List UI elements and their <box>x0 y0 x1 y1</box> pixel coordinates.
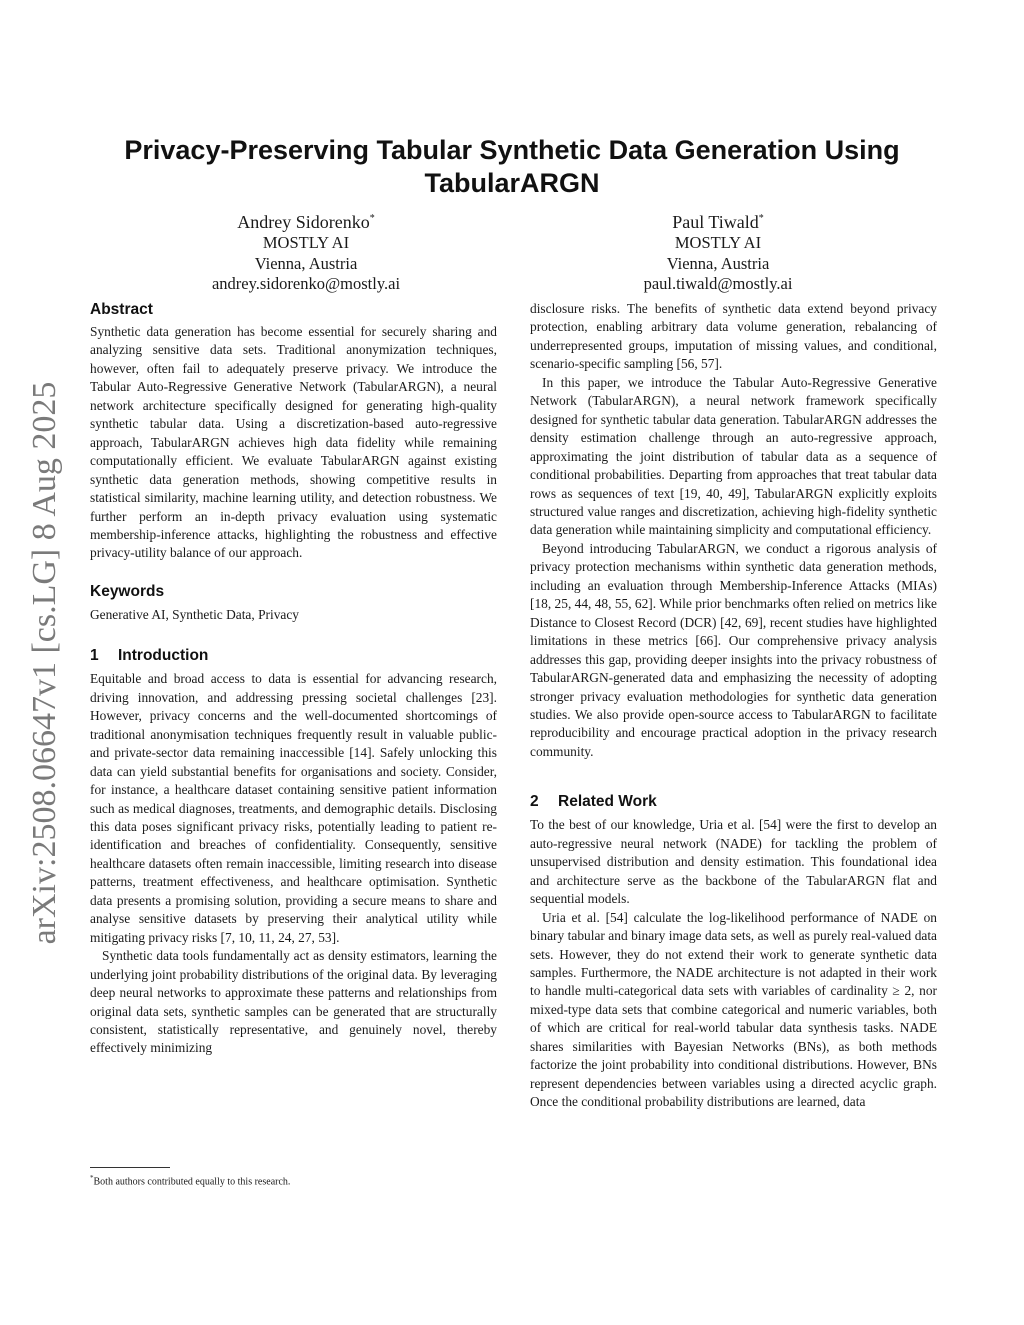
footnote-text: Both authors contributed equally to this research. <box>93 1176 291 1188</box>
section-heading-introduction <box>90 646 497 666</box>
intro-paragraph-2: Synthetic data tools fundamentally act as density estimators, learning the underlying joint probability distributions of the original data. By leveraging deep neural networks to approximate these patterns and relationships from original data sets, synthetic samples can be generated that are structurally consistent, statistically representative, and genuinely novel, thereby effectively minimizing <box>90 948 497 1056</box>
author-name: Paul Tiwald* <box>672 212 764 232</box>
section-title: Introduction <box>118 647 209 665</box>
abstract-text: Synthetic data generation has become essential for securely sharing and analyzing sensitive data sets. Traditional anonymization techniques, however, often fail to adequately preserve privacy. We introduce the Tabular Auto-Regressive Generative Network (TabularARGN), a neural network architecture specifically designed for generating high-quality synthetic tabular data. Using a discretization-based auto-regressive approach, TabularARGN achieves high data fidelity while remaining computationally efficient. We evaluate TabularARGN against existing synthetic data generation methods, showing competitive results in statistical similarity, machine learning utility, and detection robustness. We further perform an in-depth privacy evaluation using systematic membership-inference attacks, highlighting the robustness and effective privacy-utility balance of our approach. <box>90 324 497 561</box>
paper-title: Privacy-Preserving Tabular Synthetic Data Generation Using TabularARGN <box>124 135 900 198</box>
author-affiliation: MOSTLY AI <box>262 233 350 252</box>
intro-paragraph-3: In this paper, we introduce the Tabular Auto-Regressive Generative Network (TabularARGN), a neural network framework specifically designed for synthetic tabular data generation. TabularARGN addresses the density estimation challenge through an auto-regressive approach, approximating the joint distribution of tabular data as a sequence of conditional probabilities. Departing from approaches that treat tabular data rows as sequences of text [19, 40, 49], TabularARGN explicitly exploits structured value ranges and discretization, achieving high-fidelity synthetic data generation while maintaining simplicity and computational efficiency. <box>530 374 937 538</box>
footnote-divider <box>90 1167 170 1168</box>
author-email: paul.tiwald@mostly.ai <box>643 274 793 293</box>
keywords-heading: Keywords <box>90 582 165 600</box>
arxiv-stamp-text: arXiv:2508.06647v1 [cs.LG] 8 Aug 2025 <box>26 381 63 945</box>
intro-paragraph-4: Beyond introducing TabularARGN, we conduct a rigorous analysis of privacy protection mechanisms within synthetic data generation methods, including an evaluation through Membership-Inference Attacks (MIAs) [18, 25, 44, 48, 55, 62]. While prior benchmarks often relied on metrics like Distance to Closest Record (DCR) [42, 69], recent studies have highlighted limitations in these metrics [66]. Our comprehensive privacy analysis addresses this gap, providing deeper insights into the privacy robustness of TabularARGN-generated data and emphasizing the necessity of adopting stronger privacy evaluation methodologies for synthetic data generation studies. We also provide open-source access to TabularARGN to facilitate reproducibility and encourage practical adoption in the privacy research community. <box>530 540 937 759</box>
section-heading-related-work <box>530 792 937 812</box>
keywords-text: Generative AI, Synthetic Data, Privacy <box>90 606 299 622</box>
section-title: Related Work <box>558 793 657 811</box>
footnote: *Both authors contributed equally to this research. <box>90 1174 291 1188</box>
section-number: 1 <box>90 647 99 665</box>
left-column <box>90 300 497 1058</box>
author-location: Vienna, Austria <box>666 253 770 273</box>
author-affiliation: MOSTLY AI <box>674 233 762 252</box>
author-block <box>558 208 878 295</box>
author-email: andrey.sidorenko@mostly.ai <box>211 274 401 293</box>
related-work-paragraph-1: To the best of our knowledge, Uria et al. [54] were the first to develop an auto-regressive neural network (NADE) for tackling the problem of unsupervised distribution and density estimation. This foundational idea and architecture serve as the backbone of the TabularARGN flat and sequential models. <box>530 817 937 907</box>
right-column <box>530 300 937 1112</box>
arxiv-stamp <box>20 376 70 950</box>
intro-paragraph-1: Equitable and broad access to data is essential for advancing research, driving innovation, and addressing pressing societal challenges [23]. However, privacy concerns and the well-documented shortcomings of traditional anonymisation techniques frequently result in valuable public- and private-sector data remaining inaccessible [14]. Safely unlocking this data can yield substantial benefits for organisations and society. Consider, for instance, a healthcare dataset containing sensitive patient information such as medical diagnoses, treatments, and demographic details. Disclosing this data poses significant privacy risks, potentially leading to patient re-identification and breaches of confidentiality. Consequently, sensitive healthcare datasets often remain inaccessible, limiting research into disease patterns, treatment effectiveness, and healthcare optimisation. Synthetic data presents a promising solution, providing a secure means to share and analyse sensitive datasets by preserving their analytical utility while mitigating privacy risks [7, 10, 11, 24, 27, 53]. <box>90 671 497 945</box>
abstract-heading: Abstract <box>90 301 153 318</box>
related-work-paragraph-2: Uria et al. [54] calculate the log-likelihood performance of NADE on binary tabular and binary image data sets, as well as purely real-valued data sets. However, they do not extend their work to generate synthetic data samples. Furthermore, the NADE architecture is not adapted in their work to handle multi-categorical data sets with variables of cardinality ≥ 2, nor mixed-type data sets that combine categorical and numeric variables, both of which are critical for real-world tabular data synthesis tasks. NADE shares similarities with Bayesian Networks (BNs), as both methods factorize the joint probability into conditional distributions. However, BNs represent dependencies between variables using a directed acyclic graph. Once the conditional probability distributions are learned, data <box>530 909 937 1110</box>
author-name: Andrey Sidorenko* <box>237 212 375 232</box>
section-number: 2 <box>530 793 539 811</box>
intro-paragraph-2-continued: disclosure risks. The benefits of synthetic data extend beyond privacy protection, enabling arbitrary data volume generation, rebalancing of underrepresented groups, imputation of missing values, and conditional, scenario-specific sampling [56, 57]. <box>530 301 937 372</box>
author-location: Vienna, Austria <box>254 253 358 273</box>
author-block <box>146 208 466 295</box>
